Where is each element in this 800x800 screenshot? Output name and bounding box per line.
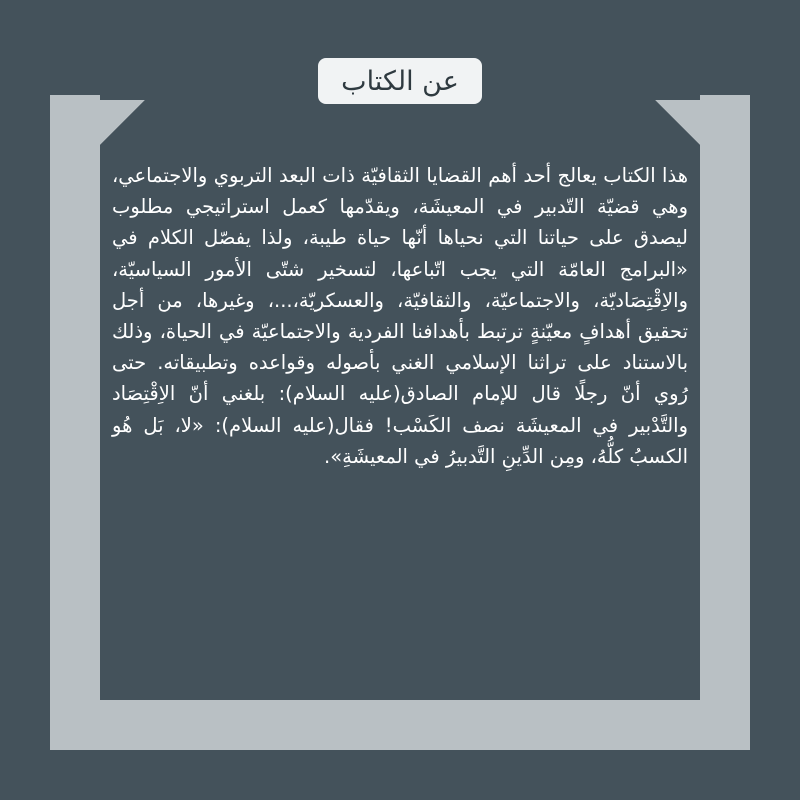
frame-left xyxy=(50,95,100,705)
book-description xyxy=(112,160,688,745)
description-paragraph: هذا الكتاب يعالج أحد أهم القضايا الثقافيّة ذات البعد التربوي والاجتماعي، وهي قضيّة التّدبير في المعيشَة، ويقدّمها كعمل استراتيجي مطلوب ليصدق على حياتنا التي نحياها أنّها حياة طيبة، ولذا يفصّل الكلام في «البرامج العامّة التي يجب اتّباعها، لتسخير شتّى الأمور السياسيّة، والاِقْتِصَاديّة، والاجتماعيّة، والثقافيّة، والعسكريّة،...، وغيرها، من أجل تحقيق أهدافٍ معيّنةٍ ترتبط بأهدافنا الفردية والاجتماعيّة في الحياة، وذلك بالاستناد على تراثنا الإسلامي الغني بأصوله وقواعده وتطبيقاته. حتى رُوي أنّ رجلًا قال للإمام الصادق(عليه السلام): بلغني أنّ الاِقْتِصَاد والتَّدْبير في المعيشَة نصف الكَسْب! فقال(عليه السلام): «لا، بَل هُو الكسبُ كلُّهُ، ومِن الدِّينِ التَّدبيرُ في المعيشَةِ». xyxy=(112,164,688,468)
frame-right xyxy=(700,95,750,705)
section-title xyxy=(318,58,482,104)
section-title-text: عن الكتاب xyxy=(341,65,459,97)
